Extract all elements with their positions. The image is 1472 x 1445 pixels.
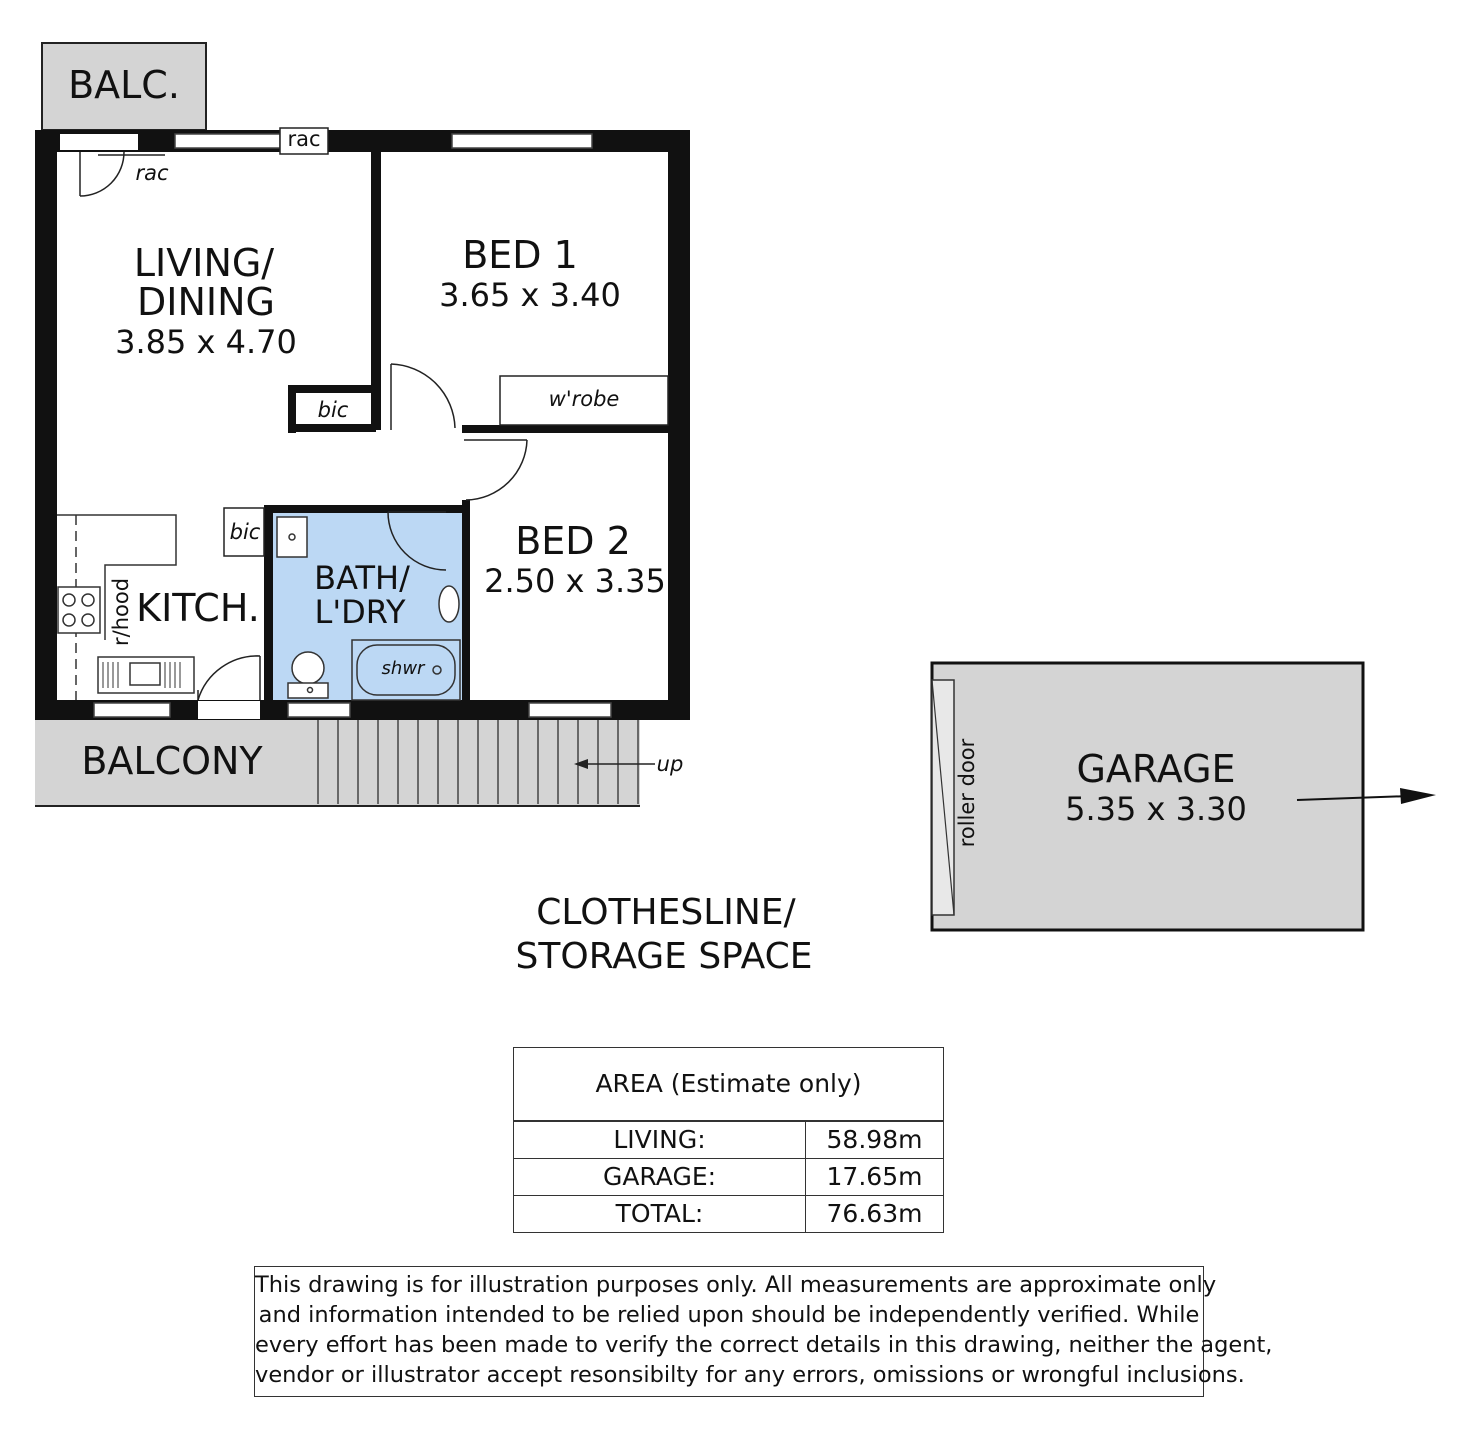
area-row-living [514,1121,943,1158]
area-row-label: TOTAL: [514,1196,806,1232]
bed1-label: BED 1 [462,233,578,277]
bic-living-label: bic [317,398,349,422]
up-label: up [656,752,684,776]
area-row-label: GARAGE: [514,1159,806,1195]
area-row-value: 17.65m [826,1162,923,1191]
disclaimer-line: vendor or illustrator accept resonsibilty for any errors, omissions or wrongful inclusions. [255,1362,1245,1388]
rac-top-label: rac [287,127,321,151]
disclaimer-line: every effort has been made to verify the correct details in this drawing, neither the agent, [255,1332,1273,1358]
area-row-total [514,1195,943,1232]
balcony-label: BALCONY [81,739,263,783]
disclaimer-line: This drawing is for illustration purposes only. All measurements are approximate only [255,1272,1217,1298]
rac-left-label: rac [135,161,169,185]
area-title: AREA (Estimate only) [514,1048,943,1121]
bed2-label: BED 2 [515,519,631,563]
rhood-label: r/hood [109,577,133,647]
bath-label-2: L'DRY [314,593,406,631]
roller-door-label: roller door [955,738,979,848]
garage-dims: 5.35 x 3.30 [1065,790,1247,828]
area-row-value: 58.98m [826,1125,923,1154]
garage-label: GARAGE [1076,747,1236,791]
area-table [513,1047,944,1233]
balc-top-label: BALC. [68,63,180,107]
living-dims: 3.85 x 4.70 [115,323,297,361]
kitchen-label: KITCH. [136,586,260,630]
bic-kitchen-label: bic [229,520,261,544]
bath-label-1: BATH/ [314,559,410,597]
bed1-dims: 3.65 x 3.40 [439,276,621,314]
area-row-label: LIVING: [514,1122,806,1158]
wrobe-label: w'robe [548,387,620,411]
disclaimer-line: and information intended to be relied upon should be independently verified. While [258,1302,1200,1328]
shwr-label: shwr [381,658,425,679]
bed2-dims: 2.50 x 3.35 [484,562,666,600]
area-row-value: 76.63m [826,1199,923,1228]
clothesline-label-2: STORAGE SPACE [515,936,813,977]
living-label-1: LIVING/ [133,241,275,285]
living-label-2: DINING [137,280,275,324]
area-row-garage [514,1158,943,1195]
clothesline-label-1: CLOTHESLINE/ [536,892,796,933]
disclaimer [254,1266,1273,1397]
